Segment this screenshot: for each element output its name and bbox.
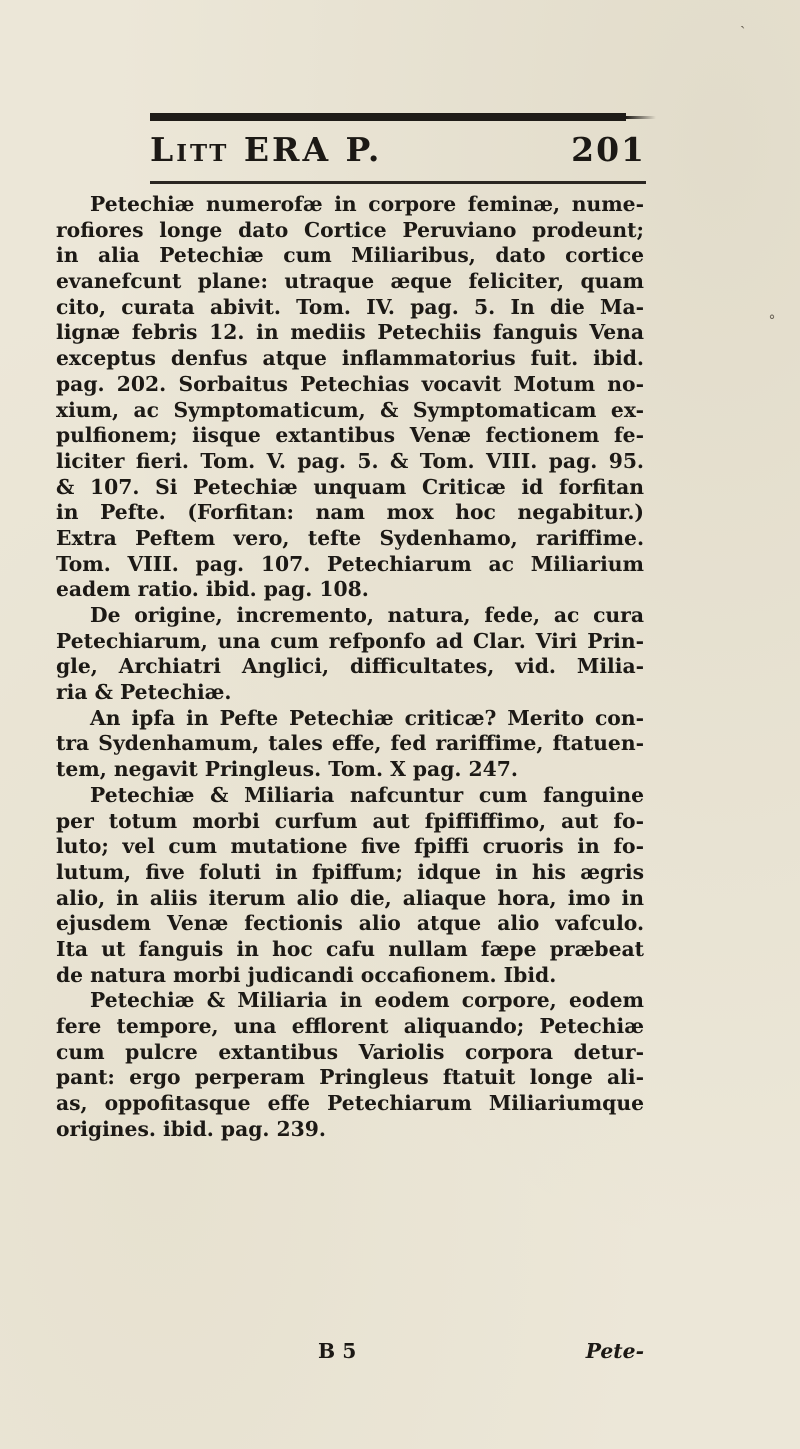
text-line: in Pefte. (Forfitan: nam mox hoc negabitur.) xyxy=(56,500,644,525)
text-line: Petechiæ numerofæ in corpore feminæ, nume- xyxy=(90,192,644,216)
text-line: tra Sydenhamum, tales effe, fed rariffime, ftatuen- xyxy=(56,731,644,756)
text-line: Petechiæ & Miliaria in eodem corpore, eodem xyxy=(90,988,644,1013)
text-line: pag. 202. Sorbaitus Petechias vocavit Motum no- xyxy=(56,371,644,396)
text-line: Petechiæ & Miliaria nafcuntur cum fanguine xyxy=(90,782,644,807)
body-text xyxy=(56,192,644,1142)
text-line: An ipfa in Pefte Petechiæ criticæ? Merito con- xyxy=(90,705,644,730)
text-line: & 107. Si Petechiæ unquam Criticæ id forfitan xyxy=(56,474,644,499)
text-line: evanefcunt plane: utraque æque feliciter, quam xyxy=(56,269,644,294)
text-line: liciter fieri. Tom. V. pag. 5. & Tom. VIII. pag. 95. xyxy=(56,448,644,473)
margin-speck: ˳ xyxy=(768,300,776,319)
text-line: per totum morbi curfum aut fpiffiffimo, aut fo- xyxy=(56,808,644,833)
margin-speck: ˏ xyxy=(740,10,746,29)
page-number: 201 xyxy=(571,130,646,169)
page-header xyxy=(150,130,646,176)
text-line: Tom. VIII. pag. 107. Petechiarum ac Miliarium xyxy=(56,551,644,576)
header-top-rule xyxy=(150,113,626,121)
text-line: Ita ut fanguis in hoc cafu nullam fæpe præbeat xyxy=(56,936,644,961)
running-title: Litt ERA P. xyxy=(150,130,383,169)
text-line: pulfionem; iisque extantibus Venæ fectionem fe- xyxy=(56,423,644,448)
text-line: Extra Peftem vero, tefte Sydenhamo, rariffime. xyxy=(56,525,644,550)
text-line: eadem ratio. ibid. pag. 108. xyxy=(56,577,369,602)
text-line: De origine, incremento, natura, fede, ac cura xyxy=(90,603,644,627)
text-line: alio, in aliis iterum alio die, aliaque hora, imo in xyxy=(56,885,644,910)
page-footer xyxy=(56,1339,644,1365)
text-line: lignæ febris 12. in mediis Petechiis fanguis Vena xyxy=(56,320,644,345)
text-line: tem, negavit Pringleus. Tom. X pag. 247. xyxy=(56,757,518,782)
text-line: origines. ibid. pag. 239. xyxy=(56,1116,326,1141)
text-line: de natura morbi judicandi occafionem. Ibid. xyxy=(56,962,557,987)
text-line: cito, curata abivit. Tom. IV. pag. 5. In die Ma- xyxy=(56,294,644,319)
text-line: fere tempore, una efflorent aliquando; Petechiæ xyxy=(56,1014,644,1038)
text-line: pant: ergo perperam Pringleus ftatuit longe ali- xyxy=(56,1065,644,1090)
text-line: exceptus denfus atque inflammatorius fuit. ibid. xyxy=(56,346,644,371)
text-line: lutum, five foluti in fpiffum; idque in his ægris xyxy=(56,859,644,884)
header-bottom-rule xyxy=(150,181,646,184)
header-top-rule-fade xyxy=(626,116,656,119)
text-line: Petechiarum, una cum refponfo ad Clar. Viri Prin- xyxy=(56,628,644,653)
text-line: as, oppofitasque effe Petechiarum Miliariumque xyxy=(56,1091,644,1116)
text-line: ria & Petechiæ. xyxy=(56,680,232,705)
catchword: Pete- xyxy=(585,1339,644,1363)
text-line: cum pulcre extantibus Variolis corpora detur- xyxy=(56,1039,644,1064)
text-line: xium, ac Symptomaticum, & Symptomaticam ex- xyxy=(56,397,644,422)
signature-mark: B 5 xyxy=(318,1339,357,1363)
text-line: luto; vel cum mutatione five fpiffi cruoris in fo- xyxy=(56,834,644,859)
text-line: ejusdem Venæ fectionis alio atque alio vafculo. xyxy=(56,911,644,936)
text-line: in alia Petechiæ cum Miliaribus, dato cortice xyxy=(56,243,644,268)
text-line: gle, Archiatri Anglici, difficultates, vid. Milia- xyxy=(56,654,644,679)
text-line: rofiores longe dato Cortice Peruviano prodeunt; xyxy=(56,217,644,242)
